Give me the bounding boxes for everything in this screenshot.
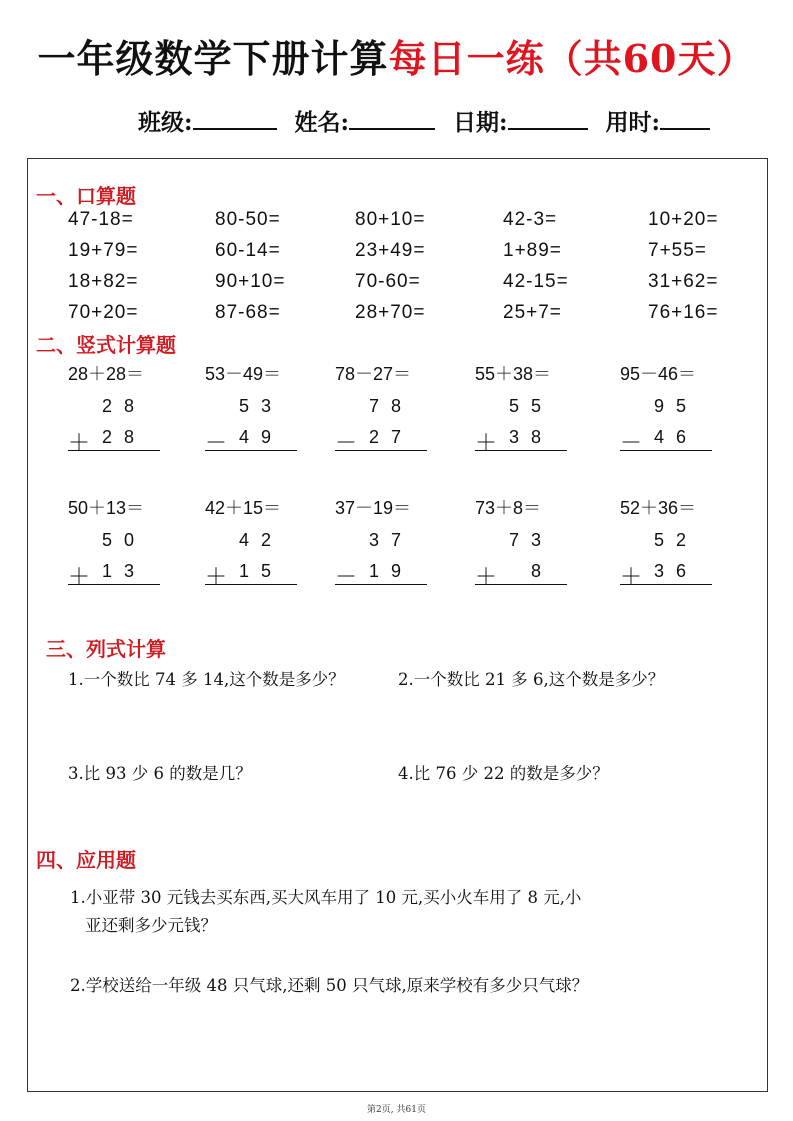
oral-problem: 87-68= — [215, 302, 281, 323]
operator: ＋ — [475, 430, 498, 455]
oral-problem: 42-3= — [503, 209, 558, 230]
application-problem-2: 2.学校送给一年级 48 只气球,还剩 50 只气球,原来学校有多少只气球？ — [70, 976, 589, 995]
application-problem-1-cont: 亚还剩多少元钱？ — [85, 916, 217, 935]
first-number: 53 — [238, 396, 283, 416]
oral-problem: 80+10= — [355, 209, 426, 230]
oral-problem: 28+70= — [355, 302, 426, 323]
name-label: 姓名: — [294, 109, 350, 136]
section3-title: 三、列式计算 — [46, 637, 166, 661]
time-field[interactable] — [660, 106, 710, 130]
first-number: 55 — [508, 396, 553, 416]
class-label: 班级: — [138, 109, 193, 136]
word-problem-4: 4.比 76 少 22 的数是多少？ — [398, 764, 609, 783]
vertical-problem — [335, 360, 427, 455]
application-problem-1: 1.小亚带 30 元钱去买东西,买大风车用了 10 元,买小火车用了 8 元,小 — [70, 888, 582, 907]
first-number: 42 — [238, 530, 283, 550]
first-number: 95 — [653, 396, 698, 416]
vertical-problem — [205, 494, 297, 589]
answer-line — [68, 584, 160, 585]
oral-problem: 76+16= — [648, 302, 719, 323]
second-number: 15 — [238, 561, 283, 581]
date-label: 日期: — [453, 109, 508, 136]
oral-problem: 47-18= — [68, 209, 134, 230]
problem-text: 73＋8＝ — [475, 498, 542, 518]
vertical-problem — [205, 360, 297, 455]
first-number: 28 — [101, 396, 146, 416]
oral-problem: 42-15= — [503, 271, 569, 292]
problem-text: 50＋13＝ — [68, 498, 145, 518]
oral-problem: 18+82= — [68, 271, 139, 292]
oral-problem: 60-14= — [215, 240, 281, 261]
answer-line — [205, 450, 297, 451]
problem-text: 42＋15＝ — [205, 498, 282, 518]
problem-text: 78－27＝ — [335, 364, 412, 384]
page-footer: 第2页, 共61页 — [367, 1105, 426, 1115]
first-number: 37 — [368, 530, 413, 550]
oral-problem: 70-60= — [355, 271, 421, 292]
oral-problem: 70+20= — [68, 302, 139, 323]
answer-line — [620, 584, 712, 585]
vertical-problem — [335, 494, 427, 589]
second-number: 49 — [238, 427, 283, 447]
problem-text: 37－19＝ — [335, 498, 412, 518]
worksheet-frame — [27, 158, 768, 1092]
answer-line — [620, 450, 712, 451]
answer-line — [335, 584, 427, 585]
word-problem-3: 3.比 93 少 6 的数是几？ — [68, 764, 252, 783]
answer-line — [335, 450, 427, 451]
answer-line — [68, 450, 160, 451]
operator: － — [335, 430, 358, 455]
vertical-problem — [620, 494, 712, 589]
operator: ＋ — [68, 430, 91, 455]
section1-title: 一、口算题 — [36, 184, 136, 208]
vertical-problem — [475, 494, 567, 589]
first-number: 73 — [508, 530, 553, 550]
section4-title: 四、应用题 — [36, 848, 136, 872]
time-label: 用时: — [605, 109, 661, 136]
second-number: 36 — [653, 561, 698, 581]
first-number: 50 — [101, 530, 146, 550]
vertical-problem — [68, 494, 160, 589]
vertical-problem — [68, 360, 160, 455]
oral-problem: 7+55= — [648, 240, 707, 261]
problem-text: 55＋38＝ — [475, 364, 552, 384]
oral-problem: 19+79= — [68, 240, 139, 261]
operator: ＋ — [620, 564, 643, 589]
name-field[interactable] — [349, 106, 435, 130]
oral-problem: 10+20= — [648, 209, 719, 230]
problem-text: 53－49＝ — [205, 364, 282, 384]
word-problem-2: 2.一个数比 21 多 6,这个数是多少？ — [398, 670, 665, 689]
operator: ＋ — [68, 564, 91, 589]
second-number: 46 — [653, 427, 698, 447]
class-field[interactable] — [193, 106, 277, 130]
answer-line — [475, 584, 567, 585]
operator: － — [205, 430, 228, 455]
first-number: 52 — [653, 530, 698, 550]
second-number: 38 — [508, 427, 553, 447]
operator: － — [620, 430, 643, 455]
vertical-problem — [620, 360, 712, 455]
second-number: 8 — [530, 561, 553, 581]
oral-problem: 80-50= — [215, 209, 281, 230]
problem-text: 95－46＝ — [620, 364, 697, 384]
word-problem-1: 1.一个数比 74 多 14,这个数是多少？ — [68, 670, 345, 689]
oral-problem: 23+49= — [355, 240, 426, 261]
second-number: 13 — [101, 561, 146, 581]
oral-problem: 1+89= — [503, 240, 562, 261]
problem-text: 52＋36＝ — [620, 498, 697, 518]
second-number: 28 — [101, 427, 146, 447]
answer-line — [475, 450, 567, 451]
first-number: 78 — [368, 396, 413, 416]
vertical-problem — [475, 360, 567, 455]
date-field[interactable] — [508, 106, 588, 130]
answer-line — [205, 584, 297, 585]
section2-title: 二、竖式计算题 — [36, 333, 176, 357]
problem-text: 28＋28＝ — [68, 364, 145, 384]
operator: ＋ — [205, 564, 228, 589]
operator: － — [335, 564, 358, 589]
second-number: 27 — [368, 427, 413, 447]
oral-problem: 90+10= — [215, 271, 286, 292]
title-black: 一年级数学下册计算 — [37, 36, 389, 81]
oral-problem: 25+7= — [503, 302, 562, 323]
oral-problem: 31+62= — [648, 271, 719, 292]
page-title — [0, 28, 793, 83]
student-info — [138, 104, 720, 137]
second-number: 19 — [368, 561, 413, 581]
title-red: 每日一练（共60天） — [388, 36, 756, 81]
operator: ＋ — [475, 564, 498, 589]
